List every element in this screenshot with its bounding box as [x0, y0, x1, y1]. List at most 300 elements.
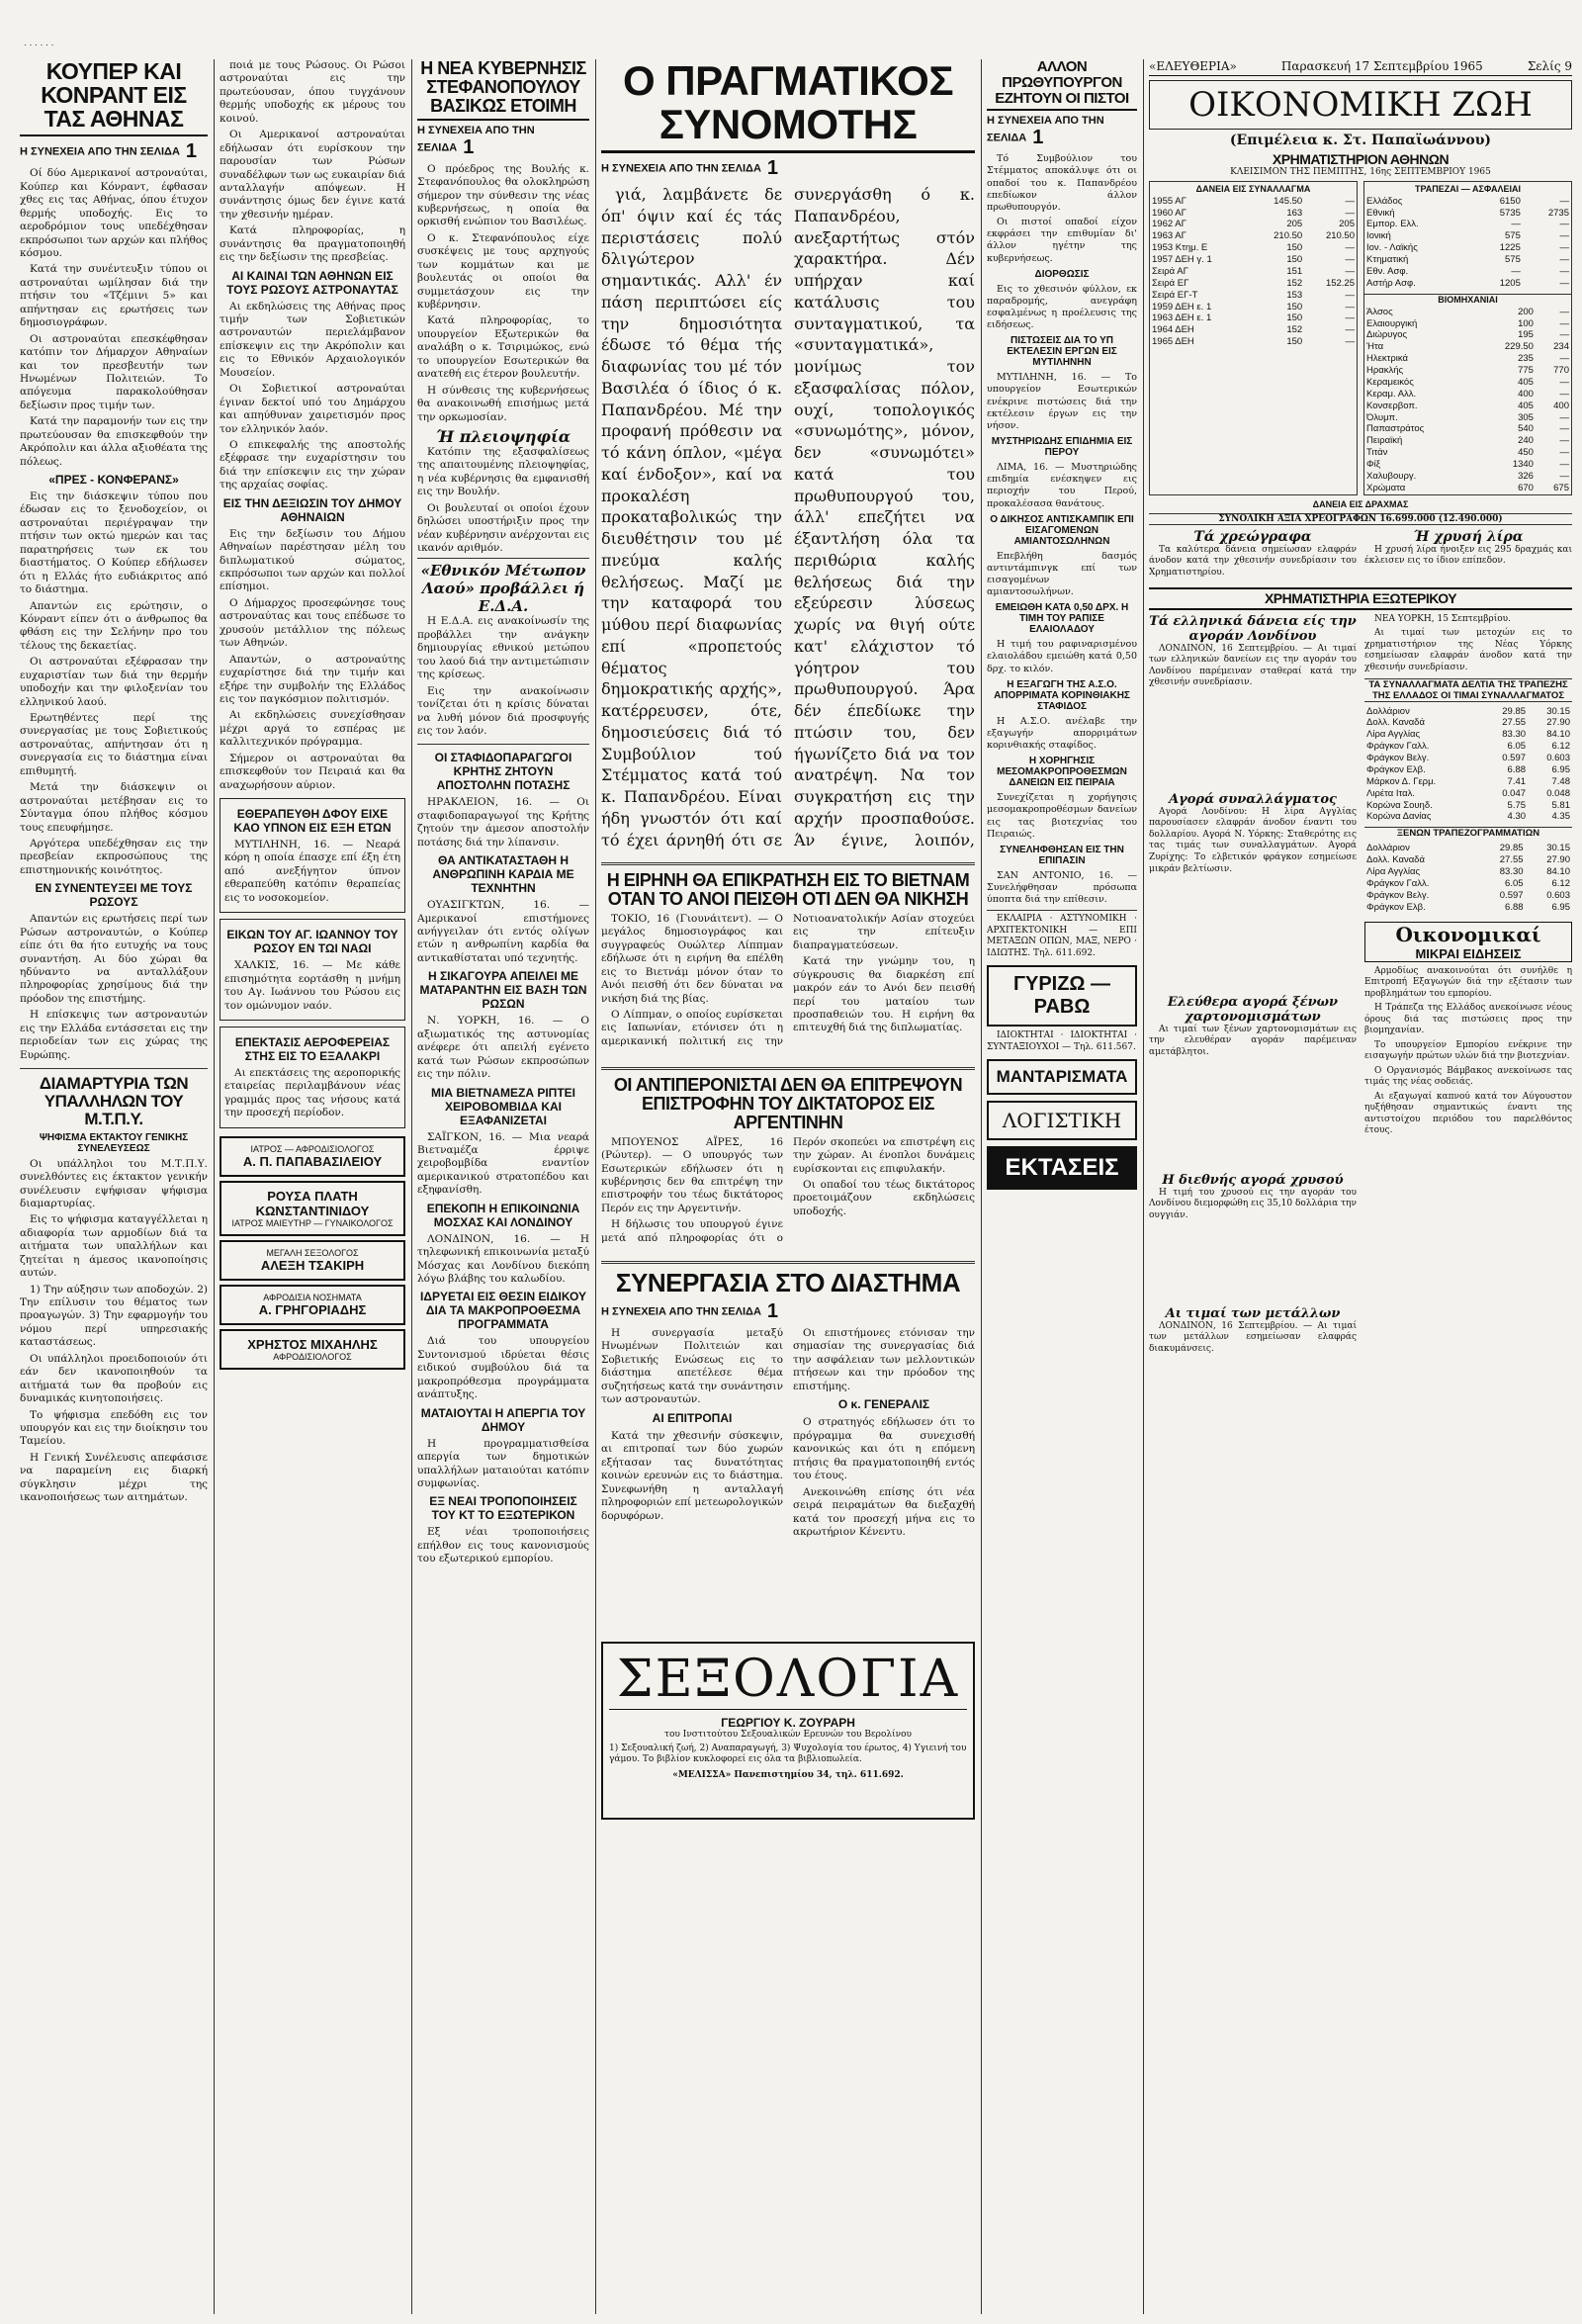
paragraph: Εις την δεξίωσιν του Δήμου Αθηναίων παρέστησαν μέλη του διπλωματικού σώματος, εκπρόσωποι των αρχών και πολλοί επίσημοι.	[220, 527, 405, 593]
table-cell: 1964 ΔΕΗ	[1152, 324, 1194, 336]
bonds-block	[1149, 529, 1357, 582]
article-body	[220, 528, 405, 792]
column-6	[987, 59, 1137, 1190]
box-icon	[220, 919, 405, 1021]
masthead-page: Σελίς 9	[1527, 59, 1572, 73]
table-row	[1364, 196, 1571, 208]
headline-epidemic: ΜΥΣΤΗΡΙΩΔΗΣ ΕΠΙΔΗΜΙΑ ΕΙΣ ΠΕΡΟΥ	[991, 436, 1133, 459]
ad-ektaseis	[987, 1146, 1137, 1190]
divider	[601, 1067, 975, 1070]
table-cell: Ελαιουργική	[1366, 317, 1418, 329]
subhead-resolution: ΨΗΦΙΣΜΑ ΕΚΤΑΚΤΟΥ ΓΕΝΙΚΗΣ ΣΥΝΕΛΕΥΣΕΩΣ	[39, 1131, 189, 1154]
continued-number: 1	[766, 157, 779, 180]
table-cell: 400	[1553, 400, 1569, 411]
continued-from-page	[417, 125, 589, 159]
industry-header: ΒΙΟΜΗΧΑΝΙΑΙ	[1364, 294, 1571, 305]
box-headline: ΕΘΕΡΑΠΕΥΘΗ ΔΦΟΥ ΕΙΧΕ ΚΑΟ ΥΠΝΟΝ ΕΙΣ ΕΞΗ ΕΤΩΝ	[233, 807, 392, 835]
ad-name: ΧΡΗΣΤΟΣ ΜΙΧΑΗΛΗΣ	[247, 1336, 378, 1352]
paragraph: Οι βουλευταί οι οποίοι έχουν δηλώσει υποστήριξιν προς την νέαν κυβέρνησιν ανέρχονται εις ικανόν αριθμόν.	[417, 501, 589, 555]
headline-antidumping: Ο ΔΙΚΗΣΟΣ ΑΝΤΙΣΚΑΜΠΙΚ ΕΠΙ ΕΙΣΑΓΟΜΕΝΩΝ ΑΜΙΑΝΤΟΣΩΛΗΝΩΝ	[990, 513, 1134, 547]
paragraph: Απαντών, ο αστροναύτης ευχαρίστησε διά την τιμήν και εξήρε την συμβολήν της Ελλάδος εις τον παγκόσμιον πολιτισμόν.	[220, 653, 405, 705]
article-body	[417, 1015, 589, 1081]
table-cell: Κορώνα Σουηδ.	[1366, 799, 1433, 811]
table-cell: 229.50	[1504, 341, 1534, 353]
continued-label: Η ΣΥΝΕΧΕΙΑ ΑΠΟ ΤΗΝ ΣΕΛΙΔΑ	[417, 124, 535, 154]
paragraph: Η τιμή του ραφιναρισμένου ελαιολάδου εμειώθη κατά 0,50 δρχ. το κιλόν.	[987, 639, 1137, 674]
free-market-title: Ελεύθερα αγορά ξένων χαρτονομισμάτων	[1167, 994, 1339, 1025]
table-cell: 1960 ΑΓ	[1152, 207, 1186, 219]
paragraph: Κατά πληροφορίας, το υπουργείον Εξωτερικών θα αναλάβη ο κ. Τσιριμώκος, ενώ το υπουργείον Εσωτερικών θα ανατεθή εις έτερον βουλευτήν.	[417, 314, 589, 381]
table-row	[1364, 435, 1571, 447]
table-cell: —	[1559, 265, 1569, 277]
table-cell: 4.35	[1551, 811, 1570, 823]
article-body	[20, 1158, 208, 1505]
table-cell: Εθν. Ασφ.	[1366, 265, 1409, 277]
table-cell: —	[1559, 329, 1569, 341]
headline-olive-oil: ΕΜΕΙΩΘΗ ΚΑΤΑ 0,50 ΔΡΧ. Η ΤΙΜΗ ΤΟΥ ΡΑΠΙΣΕ ΕΛΑΙΟΛΑΔΟΥ	[995, 602, 1129, 636]
table-cell: —	[1345, 324, 1355, 336]
table-cell: 775	[1518, 365, 1534, 377]
table-cell: 6.05	[1505, 877, 1524, 889]
ad-role: ΑΦΡΟΔΙΣΙΟΛΟΓΟΣ	[273, 1351, 352, 1362]
ad-role: ΑΦΡΟΔΙΣΙΑ ΝΟΣΗΜΑΤΑ	[263, 1292, 362, 1302]
paragraph: 1) Την αύξησιν των αποδοχών. 2) Την επίλυσιν του θέματος των προαγωγών. 3) Την εφαρμογήν του νόμου περί υπηρεσιακής καταστάσεως.	[20, 1283, 208, 1349]
drachma-header: ΔΑΝΕΙΑ ΕΙΣ ΔΡΑΧΜΑΣ	[1312, 498, 1409, 509]
table-cell: 1963 ΑΓ	[1152, 230, 1186, 242]
table-row	[1150, 313, 1357, 324]
masthead-date: Παρασκευή 17 Σεπτεμβρίου 1965	[1280, 59, 1483, 73]
article-body	[1149, 1188, 1357, 1306]
paragraph: Ο στρατηγός εδήλωσεν ότι το πρόγραμμα θα συνεχισθή κανονικώς και ότι η επόμενη πτήσις θα πραγματοποιηθή εντός του έτους.	[793, 1416, 975, 1482]
table-cell: Κτηματική	[1366, 254, 1409, 266]
table-row	[1364, 776, 1572, 788]
table-cell: 29.85	[1499, 843, 1524, 854]
table-cell: 210.50	[1325, 230, 1355, 242]
notes-title: ΞΕΝΩΝ ΤΡΑΠΕΖΟΓΡΑΜΜΑΤΙΩΝ	[1364, 827, 1572, 839]
paragraph: ΧΑΛΚΙΣ, 16. — Με κάθε επισημότητα εορτάσθη η μνήμη του Αγ. Ιωάννου του Ρώσου εις τον ομώνυμον ναόν.	[224, 959, 400, 1012]
table-cell: 326	[1518, 470, 1534, 482]
continued-from-page	[987, 115, 1137, 149]
table-cell: —	[1345, 242, 1355, 254]
table-row	[1364, 254, 1571, 266]
table-cell: Χαλυβουργ.	[1366, 470, 1417, 482]
paragraph: γιά, λαμβάνετε δε όπ' όψιν καί ές τάς περιστάσεις πολύ δλιγώτερον σημαντικάς. Αλλ' έν πάση περιπτώσει είς την δημοσιότητα έδωσε τό θέμα τής διαφωνίας του μέ τόν Βασιλέα ό ίδιος ό κ. Παπανδρέου. Μέ την προφανή πρόθεσιν να τό κάνη όπλον, «μέγα καί ένδοξον», καί να προκαλέση προκαταβολικώς την διευθέτησιν του μέ πνεύμα καλής θελήσεως. Μαζί με την καταφορά του μύθου περί διαφωνίας επί «προπετούς θέματος δημοκρατικής αρχής», κατέρρευσεν, ότε, δημοσιεύσεις διά τό Συμβούλιον τού Στέμματος κατά τού κ. Παπανδρέου. Είναι ήδη γνωστόν ότι καί τό έχει άρνηθή ότι σε συνεργάσθη ό κ. Παπανδρέου, ανεξαρτήτως στόν χαρακτήρα. Δέν υπήρχαν καί κατάλυσις του συνταγματικού, τα «συνταγματικά», μονίμως τον εξασφαλίσας πόλον, ουχί, τοπολογικός «συνωμότης», μόνον, δεν «συνωμότει» κατά του πρωθυπουργού του, άλλ' επεζήτει να έξαντλήση όλα τα περιθώρια καλής θελήσεως διά την εξεύρεσιν λύσεως χωρίς να θιγή ούτε κατ' ελάχιστον τό γόητρον του πρωθυπουργού. Άρα δέν έπεδίωκε την πτώσιν του, δεν ήγωνίζετο διά να τον ανατρέψη. Να τον συγκρατήση εις την αρχήν προσπαθούσε. Άν έγινε, λοιπόν,	[601, 185, 975, 849]
table-row	[1364, 377, 1571, 389]
paragraph: ΜΥΤΙΛΗΝΗ, 16. — Το υπουργείον Εσωτερικών ενέκρινε πιστώσεις διά την εκτέλεσιν έργων εις την νήσον.	[987, 372, 1137, 431]
subhead-reception: ΕΙΣ ΤΗΝ ΔΕΞΙΩΣΙΝ ΤΟΥ ΔΗΜΟΥ ΑΘΗΝΑΙΩΝ	[222, 495, 402, 524]
article-body	[1364, 614, 1572, 674]
banks-table-wrap	[1363, 181, 1572, 495]
table-row	[1364, 890, 1572, 902]
paragraph: Κατόπιν της εξασφαλίσεως της απαιτουμένης πλειοψηφίας, η νέα κυβέρνησις θα εμφανισθή εις την Βουλήν.	[417, 445, 589, 498]
paragraph: Οι αστροναύται εξέφρασαν την ευχαριστίαν των διά την θερμήν υποδοχήν και την φιλοξενίαν του ελληνικού λαού.	[20, 656, 208, 708]
paragraph: Επεβλήθη δασμός αντιντάμπινγκ επί των εισαγομένων αμιαντοσωλήνων.	[987, 550, 1137, 598]
table-cell: —	[1559, 447, 1569, 459]
ad-title: ΕΚΤΑΣΕΙΣ	[1005, 1154, 1119, 1182]
table-cell: 27.55	[1502, 717, 1527, 729]
table-row	[1364, 764, 1572, 776]
paragraph: ΝΕΑ ΥΟΡΚΗ, 15 Σεπτεμβρίου.	[1374, 613, 1511, 624]
table-cell: 6.95	[1551, 763, 1570, 775]
table-cell: 6.12	[1551, 877, 1570, 889]
headline-other-pm: ΑΛΛΟΝ ΠΡΩΘΥΠΟΥΡΓΟΝ ΕΖΗΤΟΥΝ ΟΙ ΠΙΣΤΟΙ	[987, 59, 1137, 111]
continued-label: Η ΣΥΝΕΧΕΙΑ ΑΠΟ ΤΗΝ ΣΕΛΙΔΑ	[987, 115, 1104, 144]
table-cell: 540	[1518, 423, 1534, 435]
table-row	[1364, 208, 1571, 220]
column-2	[220, 59, 405, 1370]
column-rule	[1143, 59, 1144, 2314]
table-cell: Εμπορ. Ελλ.	[1366, 219, 1419, 230]
continued-label: Η ΣΥΝΕΧΕΙΑ ΑΠΟ ΤΗΝ ΣΕΛΙΔΑ	[601, 1305, 761, 1318]
table-row	[1150, 336, 1357, 348]
table-row	[1364, 741, 1572, 753]
article-body	[1364, 545, 1572, 568]
column-rule	[981, 59, 982, 2314]
headline-credits: ΠΙΣΤΩΣΕΙΣ ΔΙΑ ΤΟ ΥΠ ΕΚΤΕΛΕΣΙΝ ΕΡΓΩΝ ΕΙΣ ΜΥΤΙΛΗΝΗΝ	[1007, 335, 1117, 369]
paragraph: Οι αστροναύται επεσκέφθησαν κατόπιν τον Δήμαρχον Αθηναίων και τον πρεσβευτήν των Ηνωμένων Πολιτειών. Το απόγευμα παρακολούθησαν δεξίωσιν προς τιμήν των.	[20, 332, 208, 411]
headline-strike: ΜΑΤΑΙΟΥΤΑΙ Η ΑΠΕΡΓΙΑ ΤΟΥ ΔΗΜΟΥ	[420, 1405, 586, 1434]
continued-from-page	[601, 1300, 975, 1323]
table-cell: 6150	[1499, 195, 1521, 207]
table-cell: 305	[1518, 411, 1534, 423]
paragraph: Τα καλύτερα δάνεια σημείωσαν ελαφράν άνοδον κατά την χθεσινήν συνεδρίασιν του Χρηματιστηρίου.	[1149, 544, 1357, 578]
table-cell: 195	[1518, 329, 1534, 341]
paragraph: ΤΟΚΙΟ, 16 (Γιουνάιτεντ). — Ο μεγάλος δημοσιογράφος και συγγραφεύς Ουώλτερ Λίππμαν εδήλωσε ότι η ειρήνη θα επέλθη εις το Βιετνάμ μόνον όταν το Ανόι πεισθή ότι δεν δύναται να νικήση διά της βίας.	[601, 912, 783, 1005]
paragraph: ποιά με τους Ρώσους. Οι Ρώσοι αστροναύται εις την πρωτεύουσαν, όπου τυγχάνουν θερμής υποδοχής εκ μέρους του κοινού.	[220, 59, 405, 125]
table-cell: Ηρακλής	[1366, 365, 1404, 377]
table-cell: 150	[1286, 313, 1303, 324]
table-cell: —	[1345, 313, 1355, 324]
table-cell: Φράγκον Γαλλ.	[1366, 741, 1430, 753]
paragraph: ΜΠΟΥΕΝΟΣ ΑΪΡΕΣ, 16 (Ρώυτερ). — Ο υπουργός των Εσωτερικών εδήλωσεν ότι η κυβέρνησις δεν θα επιτρέψη την επιστροφήν του τέως δικτάτορος Περόν εις την Αργεντινήν.	[601, 1135, 783, 1214]
paragraph: ΣΑΝ ΑΝΤΟΝΙΟ, 16. — Συνελήφθησαν πρόσωπα ύποπτα διά την επίθεσιν.	[987, 869, 1137, 906]
table-cell: 151	[1286, 265, 1303, 277]
article-body	[987, 551, 1137, 599]
article-body	[601, 1327, 975, 1634]
table-cell: —	[1559, 195, 1569, 207]
table-cell: 150	[1286, 242, 1303, 254]
bourse-title: ΧΡΗΜΑΤΙΣΤΗΡΙΟΝ ΑΘΗΝΩΝ	[1272, 151, 1450, 167]
table-row	[1150, 230, 1357, 242]
table-cell: Λιρέτα Ιταλ.	[1366, 787, 1415, 799]
paragraph: Οι υπάλληλοι του Μ.Τ.Π.Υ. συνελθόντες εις έκτακτον γενικήν συνέλευσιν εψήφισαν ψήφισμα διαμαρτυρίας.	[20, 1157, 208, 1209]
classifieds	[987, 1030, 1137, 1053]
table-cell: —	[1559, 277, 1569, 289]
article-body	[987, 716, 1137, 752]
foreign-left	[1149, 614, 1357, 1359]
article-body	[601, 913, 975, 1061]
table-cell: 152	[1286, 277, 1303, 289]
econ-title: ΟΙΚΟΝΟΜΙΚΗ ΖΩΗ	[1188, 85, 1533, 125]
table-cell: 27.90	[1546, 854, 1570, 866]
table-cell: 30.15	[1546, 843, 1570, 854]
article-body	[1149, 1321, 1357, 1356]
paragraph: Οι οπαδοί του τέως δικτάτορος προετοιμάζουν εκδηλώσεις υποδοχής.	[793, 1178, 975, 1217]
column-rule	[411, 59, 412, 2314]
paragraph: Οι Σοβιετικοί αστροναύται έγιναν δεκτοί υπό του Δημάρχου και απηύθυναν χαιρετισμόν προς τον ελληνικόν λαόν.	[220, 383, 405, 435]
table-cell: —	[1511, 219, 1521, 230]
paragraph: ΛΟΝΔΙΝΟΝ, 16 Σεπτεμβρίου. — Αι τιμαί των ελληνικών δανείων εις την αγοράν του Λονδίνου παρέμειναν σταθεραί κατά την χθεσινήν συνεδρίασιν.	[1149, 643, 1357, 688]
table-cell: Σειρά ΑΓ	[1152, 265, 1188, 277]
table-cell: 1225	[1499, 242, 1521, 254]
loans-header: ΔΑΝΕΙΑ ΕΙΣ ΣΥΝΑΛΛΑΓΜΑ	[1195, 183, 1311, 194]
paragraph: Οί δύο Αμερικανοί αστροναύται, Κούπερ και Κόνραντ, έφθασαν χθες εις τας Αθήνας, όπου έτυχον θερμής υποδοχής. Εις το αεροδρόμιον τους υπεδέχθησαν εκπρόσωποι των αρχών και πλήθος κόσμου.	[20, 167, 208, 260]
loans-table-wrap	[1149, 181, 1358, 495]
industry-table	[1364, 307, 1571, 494]
paragraph: Αργότερα υπεδέχθησαν εις την πρεσβείαν εκπροσώπους της επιστημονικής κοινότητος.	[20, 837, 208, 876]
ad-title: ΓΥΡΙΖΩ — ΡΑΒΩ	[1012, 973, 1111, 1019]
table-cell: Δολλάριον	[1366, 705, 1410, 717]
table-row	[1364, 230, 1571, 242]
table-cell: 770	[1553, 365, 1569, 377]
article-body	[1149, 807, 1357, 995]
paragraph: Κατά πληροφορίας, η συνάντησις θα πραγματοποιηθή εις την δεξίωσιν της πρεσβείας.	[220, 224, 405, 264]
table-cell: 163	[1286, 207, 1303, 219]
banks-header: ΤΡΑΠΕΖΑΙ — ΑΣΦΑΛΕΙΑΙ	[1414, 183, 1522, 194]
table-cell: 150	[1286, 254, 1303, 266]
table-cell: 0.603	[1546, 753, 1570, 763]
table-row	[1364, 717, 1572, 729]
table-cell: 575	[1505, 230, 1521, 242]
table-row	[1364, 854, 1572, 866]
table-cell: 575	[1505, 254, 1521, 266]
table-row	[1364, 341, 1571, 353]
table-cell: 1340	[1512, 459, 1534, 471]
paragraph: Η δήλωσις του υπουργού έγινε μετά από πληροφορίας ότι ο Περόν σκοπεύει να επιστρέψη εις την χώραν. Αι ένοπλοι δυνάμεις ευρίσκονται εις επιφυλακήν.	[601, 1135, 975, 1244]
table-cell: Άλσος	[1366, 306, 1393, 317]
table-cell: 234	[1553, 341, 1569, 353]
paragraph: ΣΑΪΓΚΟΝ, 16. — Μια νεαρά Βιετναμέζα έρριψε χειροβομβίδα εναντίον αμερικανικού στρατοπέδου και εξηφανίσθη.	[417, 1130, 589, 1197]
paragraph: Η συνεργασία μεταξύ Ηνωμένων Πολιτειών και Σοβιετικής Ενώσεως εις το διάστημα απετέλεσε θέμα συζητήσεως κατά την συνάντησιν των αστροναυτών.	[601, 1326, 783, 1406]
paragraph: Κατά την γνώμην του, η σύγκρουσις θα διαρκέση επί μακρόν εάν το Ανόι δεν πεισθή περί του ματαίου των προσπαθειών του. Η ειρήνη θα επιτευχθή διά της διπλωματίας.	[793, 955, 975, 1034]
paragraph: Αι τιμαί των ξένων χαρτονομισμάτων εις την ελευθέραν αγοράν παρέμειναν αμετάβλητοι.	[1149, 1024, 1357, 1057]
table-cell: Φράγκον Ελβ.	[1366, 763, 1426, 775]
ad-title: ΛΟΓΙΣΤΙΚΗ	[1002, 1109, 1122, 1133]
table-row	[1364, 423, 1571, 435]
headline-amendments: ΕΞ ΝΕΑΙ ΤΡΟΠΟΠΟΙΗΣΕΙΣ ΤΟΥ ΚΤ ΤΟ ΕΞΩΤΕΡΙΚΟΝ	[429, 1494, 577, 1523]
table-cell: 2735	[1547, 207, 1569, 219]
paragraph: Κατά την χθεσινήν σύσκεψιν, αι επιτροπαί των δύο χωρών εξήτασαν τας δυνατότητας κοινών ερευνών εις το διάστημα. Συνεφωνήθη η ανταλλαγή πληροφοριών επί μετεωρολογικών δορυφόρων.	[601, 1429, 783, 1522]
article-body	[220, 59, 405, 265]
article-body	[417, 615, 589, 738]
paragraph: Αι εκδηλώσεις συνεχίσθησαν μέχρι αργά το εσπέρας με καλλιτεχνικόν πρόγραμμα.	[220, 709, 405, 749]
paragraph: Ερωτηθέντες περί της συνεργασίας με τους Σοβιετικούς αστροναύτας, απήντησαν ότι η συνεργασία εις το διάστημα είναι επιθυμητή.	[20, 712, 208, 777]
fx-table	[1364, 706, 1572, 824]
table-cell: 0.597	[1499, 889, 1524, 901]
table-row	[1150, 196, 1357, 208]
table-row	[1364, 329, 1571, 341]
bonds-title: Τά χρεώγραφα	[1193, 528, 1312, 545]
ad-role: ΙΑΤΡΟΣ ΜΑΙΕΥΤΗΡ — ΓΥΝΑΙΚΟΛΟΓΟΣ	[231, 1217, 394, 1228]
article-body	[987, 153, 1137, 264]
table-cell: 405	[1518, 376, 1534, 388]
table-cell: —	[1559, 459, 1569, 471]
paragraph: Ανεκοινώθη επίσης ότι νέα σειρά πειραμάτων θα διεξαχθή κατά τον προσεχή μήνα εις το ακρωτήριον Κένεντυ.	[793, 1485, 975, 1538]
table-row	[1364, 412, 1571, 424]
notes-table	[1364, 843, 1572, 913]
article-body	[20, 491, 208, 877]
table-cell: —	[1559, 317, 1569, 329]
paragraph: Η Τράπεζα της Ελλάδος ανεκοίνωσε νέους όρους διά τας πιστώσεις προς την βιομηχανίαν.	[1364, 1003, 1572, 1036]
paragraph: ΛΟΝΔΙΝΟΝ, 16. — Η τηλεφωνική επικοινωνία μεταξύ Μόσχας και Λονδίνου διεκόπη λόγω βλάβης του καλωδίου.	[417, 1232, 589, 1286]
paragraph: Απαντών εις ερώτησιν, ο Κόνραντ είπεν ότι ο άνθρωπος θα φθάση εις την Σελήνην προ του τέλους της δεκαετίας.	[20, 599, 208, 652]
economy-section	[1149, 59, 1572, 1358]
table-row	[1150, 254, 1357, 266]
paragraph: ΜΥΤΙΛΗΝΗ, 16. — Νεαρά κόρη η οποία έπασχε επί έξη έτη από ανεξήγητον ύπνον εθεραπεύθη κατόπιν θεραπείας εις το νοσοκομείον.	[224, 839, 400, 904]
table-cell: 6.88	[1507, 763, 1527, 775]
headline-protest: ΔΙΑΜΑΡΤΥΡΙΑ ΤΩΝ ΥΠΑΛΛΗΛΩΝ ΤΟΥ Μ.Τ.Π.Υ.	[39, 1074, 189, 1128]
subhead-general: Ο κ. ΓΕΝΕΡΑΛΙΣ	[837, 1397, 930, 1412]
table-row	[1150, 242, 1357, 254]
ad-body: 1) Σεξουαλική ζωή, 2) Αναπαραγωγή, 3) Ψυχολογία του έρωτος, 4) Υγιεινή του γάμου. Το βιβλίον κυκλοφορεί εις όλα τα βιβλιοπωλεία.	[609, 1743, 967, 1765]
table-cell: 1965 ΔΕΗ	[1152, 336, 1194, 348]
table-cell: —	[1345, 336, 1355, 348]
headline-vietnam-peace: Η ΕΙΡΗΝΗ ΘΑ ΕΠΙΚΡΑΤΗΣΗ ΕΙΣ ΤΟ ΒΙΕΤΝΑΜ ΟΤΑΝ ΤΟ ΑΝΟΙ ΠΕΙΣΘΗ ΟΤΙ ΔΕΝ ΘΑ ΝΙΚΗΣΗ	[606, 870, 970, 910]
table-row	[1150, 278, 1357, 290]
ad-footer: «ΜΕΛΙΣΣΑ» Πανεπιστημίου 34, τηλ. 611.692.	[672, 1769, 904, 1780]
ad-role: ΜΕΓΑΛΗ ΣΕΞΟΛΟΓΟΣ	[266, 1247, 359, 1258]
subhead-majority: Ή πλειοψηφία	[435, 426, 571, 446]
table-cell: 1957 ΔΕΗ γ. 1	[1152, 254, 1212, 266]
ad-mantarismata	[987, 1059, 1137, 1095]
continued-from-page	[20, 140, 208, 163]
foreign-exchange-title: ΧΡΗΜΑΤΙΣΤΗΡΙΑ ΕΞΩΤΕΡΙΚΟΥ	[1149, 587, 1572, 610]
gold-title: Ή χρυσή λίρα	[1413, 528, 1524, 545]
table-row	[1150, 219, 1357, 230]
table-cell: 7.41	[1507, 775, 1527, 787]
table-cell: 83.30	[1502, 729, 1527, 741]
table-cell: 5735	[1499, 207, 1521, 219]
masthead-bar	[1149, 59, 1572, 76]
ad-doctor-4	[220, 1285, 405, 1325]
article-body	[987, 462, 1137, 510]
table-cell: 153	[1286, 289, 1303, 301]
table-cell: 83.30	[1499, 866, 1524, 877]
table-row	[1364, 365, 1571, 377]
article-body	[1364, 966, 1572, 1137]
table-cell: 5.75	[1507, 799, 1527, 811]
table-cell: Ηλεκτρικά	[1366, 353, 1408, 365]
table-cell: 84.10	[1546, 729, 1570, 741]
table-cell: —	[1559, 411, 1569, 423]
table-cell: 6.05	[1507, 741, 1527, 753]
table-cell: 1205	[1499, 277, 1521, 289]
ad-title: ΣΕΞΟΛΟΓΙΑ	[609, 1650, 967, 1710]
table-cell: 405	[1518, 400, 1534, 411]
continued-number: 1	[463, 135, 475, 158]
table-row	[1364, 811, 1572, 823]
article-body	[987, 372, 1137, 432]
small-news-box	[1364, 922, 1572, 962]
paragraph: Αγορά Λονδίνου: Η λίρα Αγγλίας παρουσίασεν ελαφράν άνοδον έναντι του δολλαρίου. Αγορά Ν. Υόρκης: Σταθερότης εις τας τιμάς των συναλλαγμάτων. Αγορά Ζυρίχης: Το ελβετικόν φράγκον εσημείωσε μικράν βελτίωσιν.	[1149, 806, 1357, 874]
article-body	[20, 167, 208, 469]
continued-from-page	[601, 157, 975, 180]
table-cell: 450	[1518, 447, 1534, 459]
table-cell: —	[1559, 423, 1569, 435]
table-row	[1364, 278, 1571, 290]
continued-number: 1	[185, 140, 198, 163]
table-cell: Σειρά ΕΓ-Τ	[1152, 289, 1198, 301]
ad-sexologia	[601, 1642, 975, 1820]
article-body	[417, 446, 589, 556]
paragraph: Η προγραμματισθείσα απεργία των δημοτικών υπαλλήλων ματαιούται κατόπιν συμφωνίας.	[417, 1437, 589, 1489]
article-body	[987, 870, 1137, 906]
table-row	[1150, 324, 1357, 336]
table-cell: Πειραϊκή	[1366, 435, 1403, 447]
paragraph: Κατά την παραμονήν των εις την πρωτεύουσαν θα επισκεφθούν την Ακρόπολιν και άλλα αξιοθέατα της πόλεως.	[20, 415, 208, 468]
table-cell: 0.597	[1502, 753, 1527, 763]
table-row	[1364, 242, 1571, 254]
paragraph: Αρμοδίως ανακοινούται ότι συνήλθε η Επιτροπή Εξαγωγών διά την εξέτασιν των προβλημάτων του εμπορίου.	[1364, 965, 1572, 999]
article-body	[1149, 644, 1357, 792]
paragraph: Κατά την συνέντευξιν τύπου οι αστροναύται ωμίλησαν διά την πτήσιν του «Τζέμινι 5» και απήντησαν εις ερωτήσεις των δημοσιογράφων.	[20, 263, 208, 329]
subhead-press-conference: «ΠΡΕΣ - ΚΟΝΦΕΡΑΝΣ»	[48, 473, 179, 488]
article-body	[417, 899, 589, 965]
small-news-title: Οικονομικαί	[1395, 922, 1541, 946]
table-cell: —	[1559, 353, 1569, 365]
table-cell: Κορώνα Δανίας	[1366, 811, 1432, 823]
headline-space-cooperation: ΣΥΝΕΡΓΑΣΙΑ ΣΤΟ ΔΙΑΣΤΗΜΑ	[615, 1267, 961, 1297]
paragraph: Το υπουργείον Εμπορίου ενέκρινε την εισαγωγήν πρώτων υλών διά την βιοτεχνίαν.	[1364, 1039, 1572, 1062]
paragraph: Τό Συμβούλιον του Στέμματος αποκάλυψε ότι οι οπαδοί του κ. Παπανδρέου επεδίωκον άλλον πρωθυπουργόν.	[987, 153, 1137, 213]
table-cell: 200	[1518, 306, 1534, 317]
classifieds	[987, 910, 1137, 959]
table-cell: 400	[1518, 388, 1534, 400]
paragraph: Ο κ. Στεφανόπουλος είχε συσκέψεις με τους αρχηγούς των κομμάτων και με βουλευτάς οι οποίοι θα συμμετάσχουν εις την κυβέρνησιν.	[417, 231, 589, 312]
article-body	[417, 796, 589, 849]
paragraph: Ο Δήμαρχος προσεφώνησε τους αστροναύτας και τους επέδωσε το χρυσούν μετάλλιον της πόλεως των Αθηνών.	[220, 596, 405, 650]
table-cell: Δολλάριον	[1366, 843, 1410, 854]
continued-number: 1	[1032, 127, 1044, 149]
subhead-athens: ΑΙ ΚΑΙΝΑΙ ΤΩΝ ΑΘΗΝΩΝ ΕΙΣ ΤΟΥΣ ΡΩΣΟΥΣ ΑΣΤΡΟΝΑΥΤΑΣ	[226, 268, 398, 297]
table-cell: Φίξ	[1366, 459, 1380, 471]
article-body	[987, 284, 1137, 332]
paragraph: Οι Αμερικανοί αστροναύται εδήλωσαν ότι ευρίσκουν την παρουσίαν των Ρώσων συναδέλφων των ως ευκαιρίαν διά ανταλλαγήν απόψεων. Η συνάντησις όμως δεν έγινε κατά την χθεσινήν ημέραν.	[220, 129, 405, 221]
ad-doctor-5	[220, 1329, 405, 1370]
table-cell: 150	[1286, 301, 1303, 313]
table-cell: 235	[1518, 353, 1534, 365]
paragraph: Η Γενική Συνέλευσις απεφάσισε να παραμείνη εις διαρκή σύγκλησιν μέχρι της ικανοποιήσεως των αιτημάτων.	[20, 1451, 208, 1504]
table-cell: Αστήρ Ασφ.	[1366, 277, 1416, 289]
subhead-interview: ΕΝ ΣΥΝΕΝΤΕΥΞΕΙ ΜΕ ΤΟΥΣ ΡΩΣΟΥΣ	[35, 881, 193, 910]
paragraph: ΙΔΙΟΚΤΗΤΑΙ · ΙΔΙΟΚΤΗΤΑΙ · ΣΥΝΤΑΞΙΟΥΧΟΙ — Τηλ. 611.567.	[987, 1030, 1137, 1052]
table-cell: Χρώματα	[1366, 482, 1406, 493]
table-cell: 1959 ΔΕΗ ε. 1	[1152, 301, 1212, 313]
table-row	[1364, 459, 1571, 471]
page-marker: · · · · · ·	[24, 40, 54, 49]
table-row	[1150, 208, 1357, 220]
fx-market-title: Αγορά συναλλάγματος	[1169, 791, 1337, 807]
london-title: Τά ελληνικά δάνεια είς την αγοράν Λονδίνου	[1149, 613, 1357, 644]
table-cell: —	[1559, 242, 1569, 254]
paragraph: Ο επικεφαλής της αποστολής εξέφρασε την ευχαρίστησιν του διά την επίσκεψιν εις την χώραν της αρχαίας σοφίας.	[220, 438, 405, 492]
box-cured	[220, 798, 405, 913]
table-row	[1364, 219, 1571, 230]
paragraph: Η τιμή του χρυσού εις την αγοράν του Λονδίνου διεμορφώθη εις 35,10 δολλάρια την ουγγιάν.	[1149, 1187, 1357, 1220]
table-cell: 1953 Κτημ. Ε	[1152, 242, 1208, 254]
paragraph: ΗΡΑΚΛΕΙΟΝ, 16. — Οι σταφιδοπαραγωγοί της Κρήτης ζητούν την άμεσον αποστολήν ποτάσης διά την λίπανσιν.	[417, 796, 589, 849]
foreign-row	[1149, 614, 1572, 1359]
column-rule	[214, 59, 215, 2314]
headline-chicago: Η ΣΙΚΑΓΟΥΡΑ ΑΠΕΙΛΕΙ ΜΕ ΜΑΤΑΡΑΝΤΗΝ ΕΙΣ ΒΑΣΗ ΤΩΝ ΡΩΣΩΝ	[419, 969, 587, 1012]
paragraph: Εις το χθεσινόν φύλλον, εκ παραδρομής, ανεγράφη εσφαλμένως η προέλευσις της ειδήσεως.	[987, 283, 1137, 331]
article-body	[1149, 1025, 1357, 1173]
paragraph: Το ψήφισμα επεδόθη εις τον υπουργόν και εις την διοίκησιν του Ταμείου.	[20, 1408, 208, 1448]
table-row	[1364, 800, 1572, 812]
box-headline: ΕΠΕΚΤΑΣΙΣ ΑΕΡΟΦΕΡΕΙΑΣ ΣΤΗΣ ΕΙΣ ΤΟ ΕΞΑΛΑΚΡΙ	[234, 1034, 391, 1063]
paragraph: Μετά την διάσκεψιν οι αστροναύται μετέβησαν εις το Σύνταγμα όπου πλήθος κόσμου τους επευφήμησε.	[20, 781, 208, 834]
table-cell: 7.48	[1551, 775, 1570, 787]
